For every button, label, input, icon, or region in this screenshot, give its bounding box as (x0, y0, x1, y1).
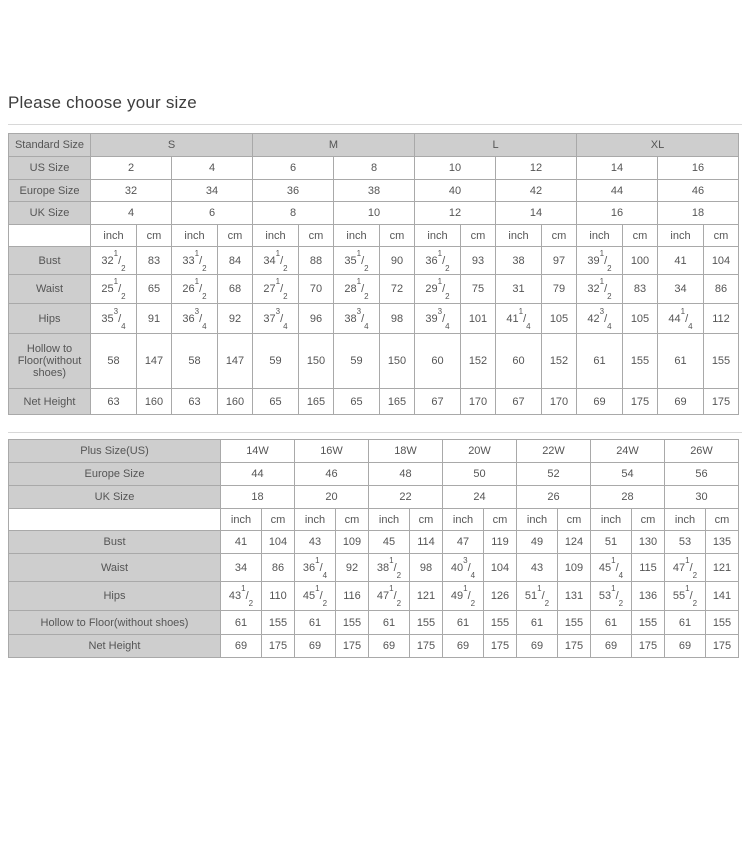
row-label: Hips (9, 582, 221, 611)
size-cell: cm (632, 509, 665, 531)
size-cell: 18 (221, 486, 295, 509)
size-cell: $32^1/_2$ (577, 275, 623, 304)
size-cell: 104 (704, 247, 739, 275)
size-cell: 14 (577, 157, 658, 180)
size-cell: 83 (623, 275, 658, 304)
row-label (9, 225, 91, 247)
size-cell: inch (415, 225, 461, 247)
size-cell: 112 (704, 304, 739, 334)
size-cell: 40 (415, 180, 496, 202)
size-cell: $27^1/_2$ (253, 275, 299, 304)
size-cell: 69 (517, 635, 558, 658)
size-cell: $53^1/_2$ (591, 582, 632, 611)
row-label: Hips (9, 304, 91, 334)
size-cell: 175 (623, 389, 658, 415)
size-cell: 61 (443, 611, 484, 635)
size-cell: 131 (558, 582, 591, 611)
size-cell: 43 (517, 554, 558, 582)
size-cell: 92 (336, 554, 369, 582)
size-cell: 141 (706, 582, 739, 611)
size-cell: 86 (262, 554, 295, 582)
size-cell: 52 (517, 463, 591, 486)
size-cell: 72 (380, 275, 415, 304)
row-label: US Size (9, 157, 91, 180)
size-cell: 28 (591, 486, 665, 509)
size-cell: 49 (517, 531, 558, 554)
size-cell: 65 (137, 275, 172, 304)
size-cell: 86 (704, 275, 739, 304)
size-cell: $35^3/_4$ (91, 304, 137, 334)
size-cell: $35^1/_2$ (334, 247, 380, 275)
size-cell: 75 (461, 275, 496, 304)
row-label: Net Height (9, 635, 221, 658)
size-cell: 83 (137, 247, 172, 275)
size-cell: 69 (577, 389, 623, 415)
page-title: Please choose your size (8, 93, 197, 112)
size-cell: 59 (253, 334, 299, 389)
size-cell: 136 (632, 582, 665, 611)
size-cell: 155 (484, 611, 517, 635)
size-cell: 61 (295, 611, 336, 635)
size-cell: inch (577, 225, 623, 247)
size-cell: 69 (295, 635, 336, 658)
standard-size-table-body (9, 134, 739, 415)
size-cell: 115 (632, 554, 665, 582)
size-cell: 69 (591, 635, 632, 658)
size-cell: 104 (262, 531, 295, 554)
size-cell: cm (461, 225, 496, 247)
table-row (9, 463, 739, 486)
size-cell: 48 (369, 463, 443, 486)
size-cell: 175 (410, 635, 443, 658)
size-cell: 97 (542, 247, 577, 275)
size-cell: 44 (577, 180, 658, 202)
size-cell: 61 (658, 334, 704, 389)
size-cell: 61 (591, 611, 632, 635)
size-cell: 22W (517, 440, 591, 463)
table-row (9, 134, 739, 157)
size-cell: $29^1/_2$ (415, 275, 461, 304)
size-cell: 175 (484, 635, 517, 658)
size-cell: 155 (262, 611, 295, 635)
size-cell: 155 (558, 611, 591, 635)
size-cell: 41 (658, 247, 704, 275)
size-cell: 4 (91, 202, 172, 225)
size-cell: 91 (137, 304, 172, 334)
size-cell: 58 (91, 334, 137, 389)
size-cell: 155 (336, 611, 369, 635)
size-cell: 155 (704, 334, 739, 389)
size-cell: 61 (665, 611, 706, 635)
size-cell: 155 (706, 611, 739, 635)
standard-size-table (8, 133, 739, 415)
size-cell: 65 (334, 389, 380, 415)
size-cell: 50 (443, 463, 517, 486)
size-cell: inch (221, 509, 262, 531)
row-label: Bust (9, 531, 221, 554)
size-cell: cm (380, 225, 415, 247)
table-row (9, 440, 739, 463)
size-cell: $33^1/_2$ (172, 247, 218, 275)
size-cell: cm (704, 225, 739, 247)
size-cell: cm (558, 509, 591, 531)
size-cell: $36^1/_4$ (295, 554, 336, 582)
size-cell: $49^1/_2$ (443, 582, 484, 611)
size-cell: 147 (137, 334, 172, 389)
size-cell: 155 (632, 611, 665, 635)
size-cell: 92 (218, 304, 253, 334)
table-row (9, 635, 739, 658)
size-cell: 30 (665, 486, 739, 509)
size-cell: $38^3/_4$ (334, 304, 380, 334)
size-cell: cm (623, 225, 658, 247)
size-cell: 20 (295, 486, 369, 509)
size-cell: 41 (221, 531, 262, 554)
table-row (9, 486, 739, 509)
size-cell: 69 (658, 389, 704, 415)
size-cell: 175 (336, 635, 369, 658)
table-row (9, 554, 739, 582)
size-cell: cm (410, 509, 443, 531)
size-cell: 63 (172, 389, 218, 415)
size-cell: 61 (517, 611, 558, 635)
size-cell: 6 (172, 202, 253, 225)
row-label: Europe Size (9, 180, 91, 202)
size-cell: inch (369, 509, 410, 531)
size-cell: $55^1/_2$ (665, 582, 706, 611)
size-cell: 12 (415, 202, 496, 225)
row-label: Hollow to Floor(without shoes) (9, 611, 221, 635)
row-label: Standard Size (9, 134, 91, 157)
plus-size-table (8, 439, 739, 658)
row-label: UK Size (9, 486, 221, 509)
size-cell: cm (706, 509, 739, 531)
size-cell: inch (172, 225, 218, 247)
size-cell: 152 (461, 334, 496, 389)
size-cell: 42 (496, 180, 577, 202)
table-row (9, 202, 739, 225)
size-group-header: XL (577, 134, 739, 157)
size-cell: 175 (558, 635, 591, 658)
size-cell: 165 (380, 389, 415, 415)
size-cell: $47^1/_2$ (665, 554, 706, 582)
size-group-header: M (253, 134, 415, 157)
size-cell: 175 (632, 635, 665, 658)
row-label: UK Size (9, 202, 91, 225)
size-cell: $41^1/_4$ (496, 304, 542, 334)
size-cell: 69 (221, 635, 262, 658)
size-cell: 4 (172, 157, 253, 180)
size-cell: 31 (496, 275, 542, 304)
size-cell: 18W (369, 440, 443, 463)
size-cell: 160 (137, 389, 172, 415)
size-cell: 116 (336, 582, 369, 611)
size-cell: 43 (295, 531, 336, 554)
size-cell: 58 (172, 334, 218, 389)
size-cell: 69 (369, 635, 410, 658)
size-cell: 47 (443, 531, 484, 554)
size-cell: 14 (496, 202, 577, 225)
plus-size-table-body (9, 440, 739, 658)
size-cell: 175 (704, 389, 739, 415)
table-row (9, 582, 739, 611)
size-cell: 44 (221, 463, 295, 486)
size-cell: 32 (91, 180, 172, 202)
table-row (9, 180, 739, 202)
size-cell: $25^1/_2$ (91, 275, 137, 304)
size-cell: 109 (558, 554, 591, 582)
size-cell: 98 (380, 304, 415, 334)
size-cell: 18 (658, 202, 739, 225)
size-cell: 170 (542, 389, 577, 415)
row-label: Waist (9, 554, 221, 582)
size-cell: 60 (496, 334, 542, 389)
size-cell: 119 (484, 531, 517, 554)
size-cell: 34 (172, 180, 253, 202)
size-cell: 16W (295, 440, 369, 463)
size-cell: inch (665, 509, 706, 531)
size-cell: inch (295, 509, 336, 531)
size-cell: $44^1/_4$ (658, 304, 704, 334)
size-cell: 38 (496, 247, 542, 275)
size-cell: 46 (658, 180, 739, 202)
size-cell: $45^1/_4$ (591, 554, 632, 582)
row-label: Net Height (9, 389, 91, 415)
size-cell: cm (336, 509, 369, 531)
table-row (9, 225, 739, 247)
size-group-header: L (415, 134, 577, 157)
size-cell: inch (443, 509, 484, 531)
size-guide-page (0, 93, 750, 658)
table-row (9, 389, 739, 415)
size-cell: 121 (706, 554, 739, 582)
size-cell: 2 (91, 157, 172, 180)
size-cell: 61 (369, 611, 410, 635)
size-cell: 150 (380, 334, 415, 389)
size-cell: 51 (591, 531, 632, 554)
table-row (9, 334, 739, 389)
size-cell: $39^3/_4$ (415, 304, 461, 334)
size-cell: $28^1/_2$ (334, 275, 380, 304)
size-cell: 114 (410, 531, 443, 554)
size-cell: 68 (218, 275, 253, 304)
size-cell: $36^3/_4$ (172, 304, 218, 334)
size-cell: 67 (415, 389, 461, 415)
size-cell: 26W (665, 440, 739, 463)
size-cell: 24W (591, 440, 665, 463)
size-cell: 24 (443, 486, 517, 509)
row-label: Waist (9, 275, 91, 304)
size-cell: cm (137, 225, 172, 247)
size-cell: cm (484, 509, 517, 531)
size-cell: 10 (415, 157, 496, 180)
row-label (9, 509, 221, 531)
size-cell: $39^1/_2$ (577, 247, 623, 275)
size-cell: 155 (623, 334, 658, 389)
size-cell: inch (91, 225, 137, 247)
size-cell: 124 (558, 531, 591, 554)
size-cell: inch (253, 225, 299, 247)
size-cell: 14W (221, 440, 295, 463)
size-cell: 63 (91, 389, 137, 415)
table-row (9, 247, 739, 275)
size-cell: 121 (410, 582, 443, 611)
size-cell: 126 (484, 582, 517, 611)
size-cell: 150 (299, 334, 334, 389)
size-cell: 175 (262, 635, 295, 658)
table-row (9, 509, 739, 531)
size-cell: $34^1/_2$ (253, 247, 299, 275)
size-cell: 160 (218, 389, 253, 415)
size-cell: 93 (461, 247, 496, 275)
size-cell: 26 (517, 486, 591, 509)
size-cell: 67 (496, 389, 542, 415)
size-cell: 56 (665, 463, 739, 486)
size-cell: 61 (221, 611, 262, 635)
size-cell: $51^1/_2$ (517, 582, 558, 611)
size-cell: 101 (461, 304, 496, 334)
size-cell: $38^1/_2$ (369, 554, 410, 582)
size-cell: 16 (658, 157, 739, 180)
size-cell: 98 (410, 554, 443, 582)
size-cell: 135 (706, 531, 739, 554)
size-cell: cm (262, 509, 295, 531)
size-cell: $45^1/_2$ (295, 582, 336, 611)
size-cell: 54 (591, 463, 665, 486)
size-cell: $26^1/_2$ (172, 275, 218, 304)
size-cell: $36^1/_2$ (415, 247, 461, 275)
size-cell: 46 (295, 463, 369, 486)
size-cell: cm (542, 225, 577, 247)
size-cell: 84 (218, 247, 253, 275)
size-cell: 79 (542, 275, 577, 304)
table-row (9, 611, 739, 635)
size-cell: 22 (369, 486, 443, 509)
table-row (9, 157, 739, 180)
size-cell: 8 (253, 202, 334, 225)
size-cell: 105 (542, 304, 577, 334)
divider-line (8, 124, 742, 125)
size-cell: 110 (262, 582, 295, 611)
size-cell: cm (299, 225, 334, 247)
size-cell: 96 (299, 304, 334, 334)
size-cell: 34 (221, 554, 262, 582)
size-cell: 65 (253, 389, 299, 415)
size-cell: 165 (299, 389, 334, 415)
size-cell: $40^3/_4$ (443, 554, 484, 582)
size-cell: 16 (577, 202, 658, 225)
size-cell: 12 (496, 157, 577, 180)
size-cell: 6 (253, 157, 334, 180)
size-cell: 45 (369, 531, 410, 554)
table-row (9, 275, 739, 304)
size-cell: 147 (218, 334, 253, 389)
size-cell: 34 (658, 275, 704, 304)
size-cell: $43^1/_2$ (221, 582, 262, 611)
size-cell: 105 (623, 304, 658, 334)
size-cell: 90 (380, 247, 415, 275)
size-cell: $32^1/_2$ (91, 247, 137, 275)
size-cell: 175 (706, 635, 739, 658)
size-cell: 130 (632, 531, 665, 554)
divider-line (8, 432, 742, 433)
size-cell: inch (334, 225, 380, 247)
size-cell: $42^3/_4$ (577, 304, 623, 334)
table-row (9, 531, 739, 554)
size-cell: 155 (410, 611, 443, 635)
size-cell: 100 (623, 247, 658, 275)
size-cell: inch (658, 225, 704, 247)
size-cell: 60 (415, 334, 461, 389)
size-cell: 88 (299, 247, 334, 275)
size-cell: 170 (461, 389, 496, 415)
row-label: Europe Size (9, 463, 221, 486)
size-cell: 53 (665, 531, 706, 554)
size-cell: 69 (443, 635, 484, 658)
row-label: Bust (9, 247, 91, 275)
size-cell: 59 (334, 334, 380, 389)
size-cell: 69 (665, 635, 706, 658)
size-cell: 20W (443, 440, 517, 463)
row-label: Plus Size(US) (9, 440, 221, 463)
size-cell: $47^1/_2$ (369, 582, 410, 611)
size-cell: 38 (334, 180, 415, 202)
size-cell: 152 (542, 334, 577, 389)
size-cell: 109 (336, 531, 369, 554)
size-cell: 70 (299, 275, 334, 304)
size-cell: inch (591, 509, 632, 531)
size-cell: 10 (334, 202, 415, 225)
size-cell: $37^3/_4$ (253, 304, 299, 334)
size-cell: inch (496, 225, 542, 247)
size-cell: 8 (334, 157, 415, 180)
size-cell: cm (218, 225, 253, 247)
size-cell: 61 (577, 334, 623, 389)
row-label: Hollow to Floor(without shoes) (9, 334, 91, 389)
size-group-header: S (91, 134, 253, 157)
size-cell: inch (517, 509, 558, 531)
size-cell: 36 (253, 180, 334, 202)
table-row (9, 304, 739, 334)
size-cell: 104 (484, 554, 517, 582)
